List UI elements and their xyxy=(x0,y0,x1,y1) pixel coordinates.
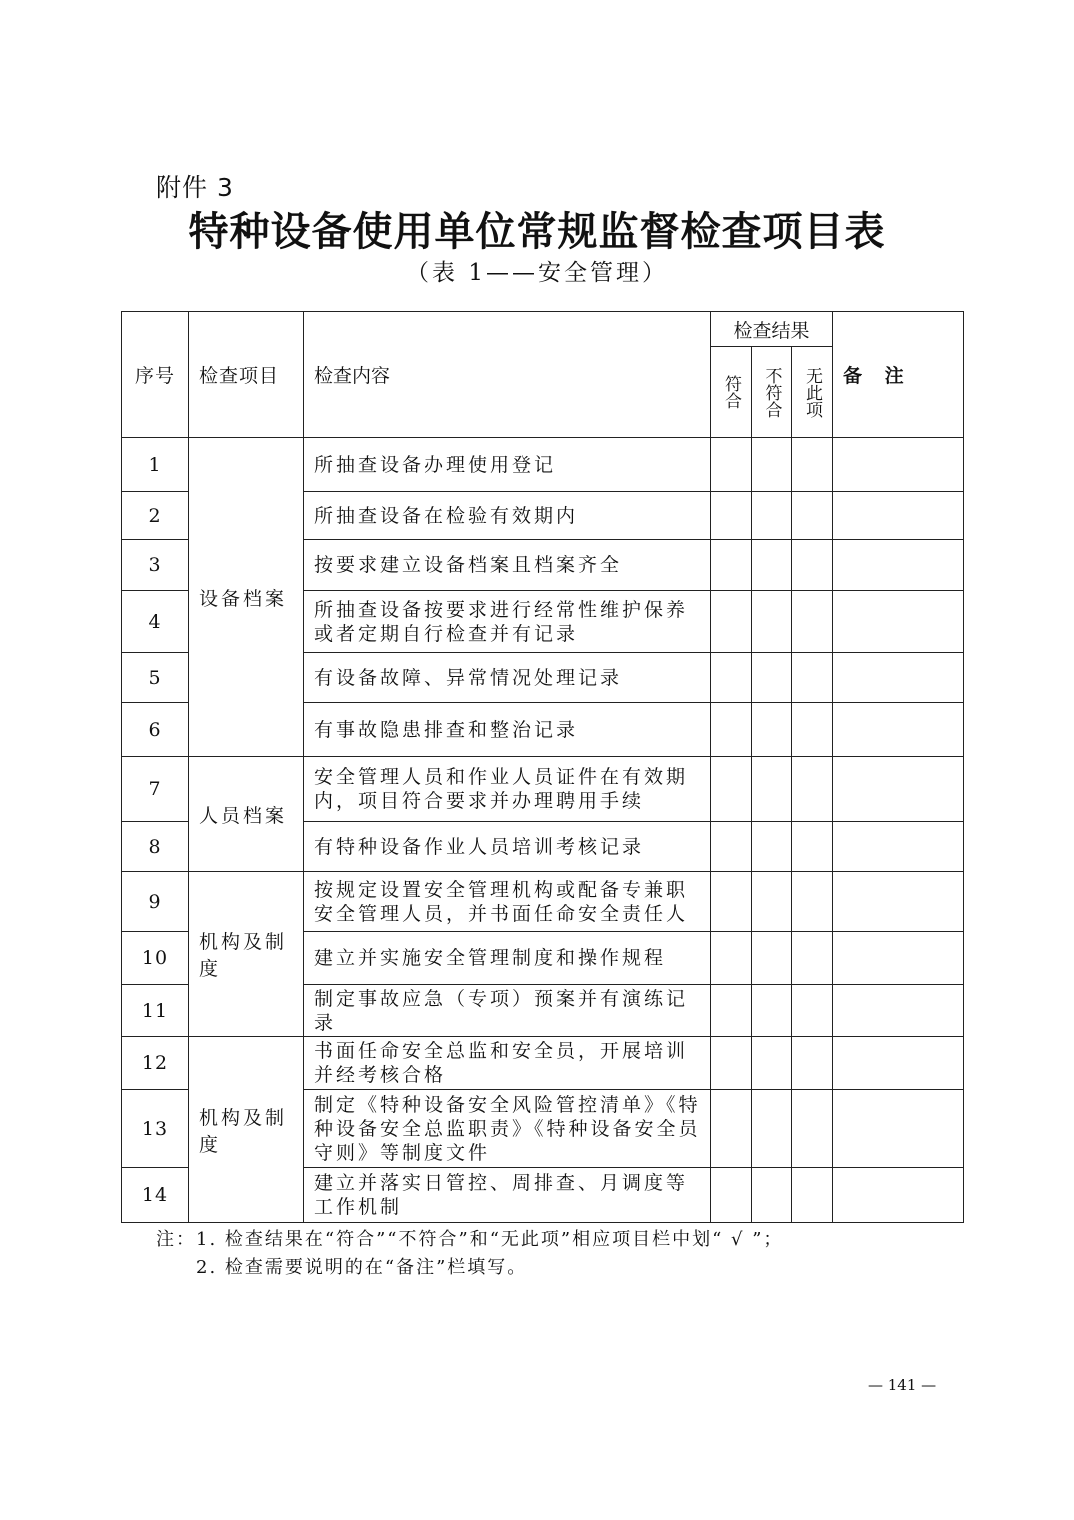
result-na-cell[interactable] xyxy=(792,822,833,872)
result-na-cell[interactable] xyxy=(792,932,833,985)
col-header-result-no: 不符合 xyxy=(761,366,782,418)
result-yes-cell[interactable] xyxy=(711,438,752,492)
result-yes-cell[interactable] xyxy=(711,757,752,822)
row-number: 1 xyxy=(122,438,189,492)
col-header-remark: 备 注 xyxy=(833,312,964,438)
result-na-cell[interactable] xyxy=(792,985,833,1037)
page-subtitle: （表 1——安全管理） xyxy=(406,260,668,286)
result-yes-cell[interactable] xyxy=(711,540,752,591)
result-yes-cell[interactable] xyxy=(711,1037,752,1090)
row-number: 2 xyxy=(122,492,189,540)
table-row xyxy=(122,1037,964,1090)
result-no-cell[interactable] xyxy=(752,985,792,1037)
table-row xyxy=(122,757,964,822)
row-number: 13 xyxy=(122,1090,189,1168)
result-yes-cell[interactable] xyxy=(711,985,752,1037)
result-yes-cell[interactable] xyxy=(711,703,752,757)
row-number: 6 xyxy=(122,703,189,757)
row-number: 11 xyxy=(122,985,189,1037)
col-header-result-yes: 符合 xyxy=(721,375,741,409)
col-header-result-na: 无此项 xyxy=(802,366,822,418)
result-yes-cell[interactable] xyxy=(711,1168,752,1223)
result-yes-cell[interactable] xyxy=(711,653,752,703)
group-label-organization-system-2: 机构及制度 xyxy=(189,1037,304,1223)
remark-cell[interactable] xyxy=(833,492,964,540)
result-no-cell[interactable] xyxy=(752,932,792,985)
result-yes-cell[interactable] xyxy=(711,591,752,653)
result-na-cell[interactable] xyxy=(792,591,833,653)
row-content: 所抽查设备在检验有效期内 xyxy=(304,492,711,540)
result-no-cell[interactable] xyxy=(752,438,792,492)
col-header-no: 序号 xyxy=(122,312,189,438)
row-number: 14 xyxy=(122,1168,189,1223)
group-label-personnel-records: 人员档案 xyxy=(189,757,304,872)
row-content: 所抽查设备办理使用登记 xyxy=(304,438,711,492)
group-label-device-records: 设备档案 xyxy=(189,438,304,757)
row-content: 有特种设备作业人员培训考核记录 xyxy=(304,822,711,872)
result-no-cell[interactable] xyxy=(752,1037,792,1090)
result-no-cell[interactable] xyxy=(752,540,792,591)
remark-cell[interactable] xyxy=(833,438,964,492)
row-number: 8 xyxy=(122,822,189,872)
result-yes-cell[interactable] xyxy=(711,822,752,872)
row-content: 有设备故障、异常情况处理记录 xyxy=(304,653,711,703)
remark-cell[interactable] xyxy=(833,591,964,653)
remark-cell[interactable] xyxy=(833,1037,964,1090)
remark-cell[interactable] xyxy=(833,1090,964,1168)
result-yes-cell[interactable] xyxy=(711,932,752,985)
row-number: 7 xyxy=(122,757,189,822)
result-no-cell[interactable] xyxy=(752,653,792,703)
result-na-cell[interactable] xyxy=(792,1168,833,1223)
result-na-cell[interactable] xyxy=(792,757,833,822)
remark-cell[interactable] xyxy=(833,872,964,932)
result-na-cell[interactable] xyxy=(792,492,833,540)
row-number: 3 xyxy=(122,540,189,591)
row-number: 4 xyxy=(122,591,189,653)
result-no-cell[interactable] xyxy=(752,591,792,653)
row-content: 有事故隐患排查和整治记录 xyxy=(304,703,711,757)
table-notes xyxy=(156,1226,783,1282)
page-number: — 141 — xyxy=(868,1376,937,1394)
attachment-label: 附件 3 xyxy=(156,173,234,202)
result-yes-cell[interactable] xyxy=(711,492,752,540)
result-no-cell[interactable] xyxy=(752,822,792,872)
result-na-cell[interactable] xyxy=(792,438,833,492)
remark-cell[interactable] xyxy=(833,757,964,822)
result-na-cell[interactable] xyxy=(792,653,833,703)
row-content: 书面任命安全总监和安全员，开展培训并经考核合格 xyxy=(304,1037,711,1090)
result-yes-cell[interactable] xyxy=(711,1090,752,1168)
col-header-content: 检查内容 xyxy=(304,312,711,438)
result-no-cell[interactable] xyxy=(752,703,792,757)
remark-cell[interactable] xyxy=(833,1168,964,1223)
row-content: 制定《特种设备安全风险管控清单》《特种设备安全总监职责》《特种设备安全员守则》等制度文件 xyxy=(304,1090,711,1168)
remark-cell[interactable] xyxy=(833,653,964,703)
row-content: 按要求建立设备档案且档案齐全 xyxy=(304,540,711,591)
row-number: 12 xyxy=(122,1037,189,1090)
result-na-cell[interactable] xyxy=(792,1037,833,1090)
remark-cell[interactable] xyxy=(833,822,964,872)
table-row xyxy=(122,872,964,932)
remark-cell[interactable] xyxy=(833,932,964,985)
result-no-cell[interactable] xyxy=(752,492,792,540)
row-content: 制定事故应急（专项）预案并有演练记录 xyxy=(304,985,711,1037)
result-na-cell[interactable] xyxy=(792,1090,833,1168)
inspection-table xyxy=(121,311,964,1223)
row-content: 建立并落实日管控、周排查、月调度等工作机制 xyxy=(304,1168,711,1223)
note-line-1: 注：1. 检查结果在“符合”“不符合”和“无此项”相应项目栏中划“ √ ”； xyxy=(156,1229,784,1250)
group-label-organization-system: 机构及制度 xyxy=(189,872,304,1037)
row-number: 5 xyxy=(122,653,189,703)
result-yes-cell[interactable] xyxy=(711,872,752,932)
result-no-cell[interactable] xyxy=(752,1090,792,1168)
table-row xyxy=(122,438,964,492)
remark-cell[interactable] xyxy=(833,985,964,1037)
row-content: 建立并实施安全管理制度和操作规程 xyxy=(304,932,711,985)
row-number: 10 xyxy=(122,932,189,985)
result-no-cell[interactable] xyxy=(752,757,792,822)
row-content: 所抽查设备按要求进行经常性维护保养或者定期自行检查并有记录 xyxy=(304,591,711,653)
result-no-cell[interactable] xyxy=(752,1168,792,1223)
col-header-result: 检查结果 xyxy=(711,312,833,347)
result-na-cell[interactable] xyxy=(792,540,833,591)
result-na-cell[interactable] xyxy=(792,872,833,932)
result-no-cell[interactable] xyxy=(752,872,792,932)
remark-cell[interactable] xyxy=(833,540,964,591)
header-row xyxy=(122,312,964,347)
col-header-item: 检查项目 xyxy=(189,312,304,438)
page-title: 特种设备使用单位常规监督检查项目表 xyxy=(188,208,886,255)
row-number: 9 xyxy=(122,872,189,932)
result-na-cell[interactable] xyxy=(792,703,833,757)
row-content: 安全管理人员和作业人员证件在有效期内，项目符合要求并办理聘用手续 xyxy=(304,757,711,822)
remark-cell[interactable] xyxy=(833,703,964,757)
row-content: 按规定设置安全管理机构或配备专兼职安全管理人员，并书面任命安全责任人 xyxy=(304,872,711,932)
note-line-2: 2. 检查需要说明的在“备注”栏填写。 xyxy=(196,1257,528,1278)
